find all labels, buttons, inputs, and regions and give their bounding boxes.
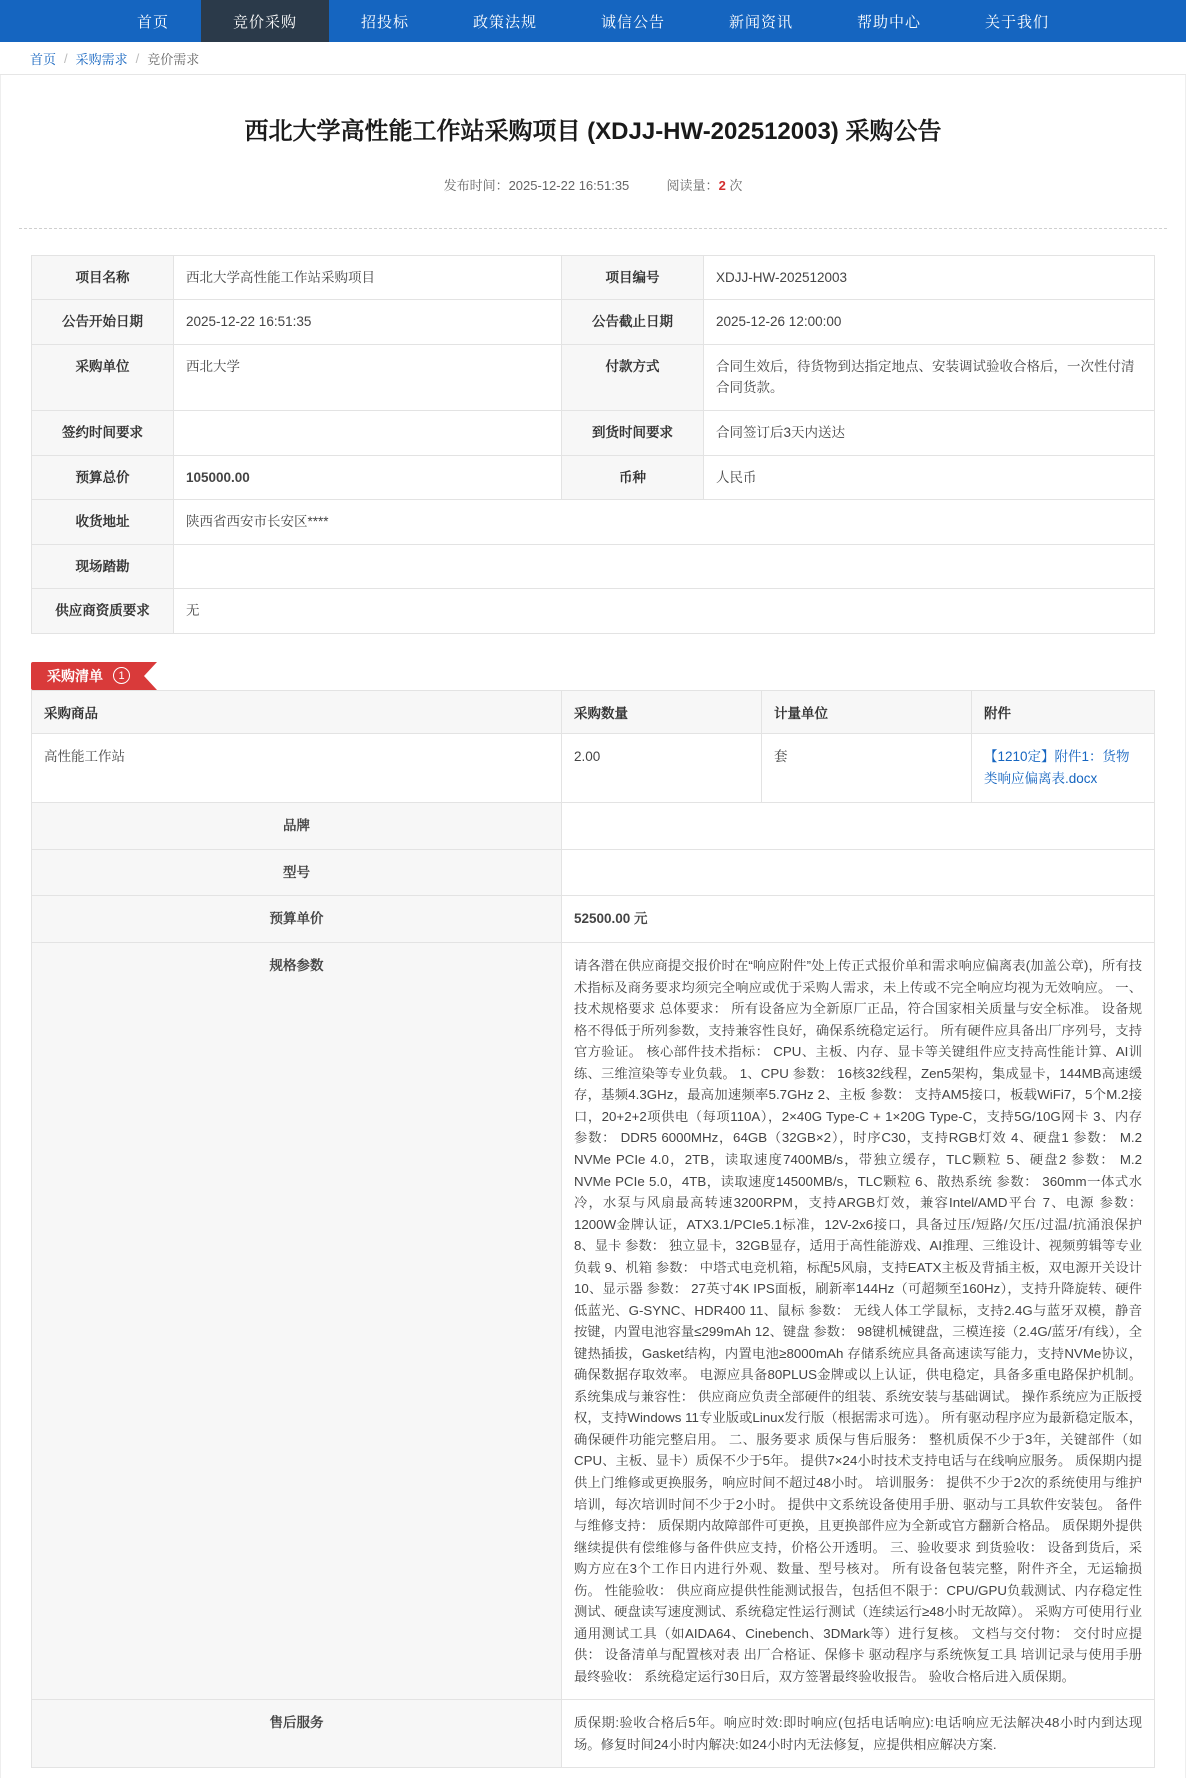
value-delivery-address: 陕西省西安市长安区****	[174, 500, 1155, 545]
label-sign-time: 签约时间要求	[32, 410, 174, 455]
section-tag-count: 1	[113, 667, 130, 684]
publish-time-value: 2025-12-22 16:51:35	[508, 177, 630, 193]
title-block	[1, 75, 1185, 212]
breadcrumb-home[interactable]: 首页	[30, 51, 57, 67]
breadcrumb-separator-1: /	[64, 50, 68, 66]
breadcrumb-level2[interactable]: 采购需求	[75, 51, 128, 67]
value-specifications: 请各潜在供应商提交报价时在“响应附件”处上传正式报价单和需求响应偏离表(加盖公章)，所有技术指标及商务要求均须完全响应或优于采购人需求，未上传或不完全响应均视为无效响应。 一、技术规格要求 总体要求： 所有设备应为全新原厂正品，符合国家相关质量与安全标准。 设备规格不得低于所列参数，支持兼容性良好，确保系统稳定运行。 所有硬件应具备出厂序列号，支持官方验证。 核心部件技术指标： CPU、主板、内存、显卡等关键组件应支持高性能计算、AI训练、三维渲染等专业负载。 1、CPU 参数： 16核32线程，Zen5架构，集成显卡，144MB高速缓存，基频4.3GHz，最高加速频率5.7GHz 2、主板 参数： 支持AM5接口，板载WiFi7，5个M.2接口，20+2+2项供电（每项110A），2×40G Type-C + 1×20G Type-C，支持5G/10G网卡 3、内存 参数： DDR5 6000MHz，64GB（32GB×2），时序C30，支持RGB灯效 4、硬盘1 参数： M.2 NVMe PCIe 4.0，2TB，读取速度7400MB/s，带独立缓存，TLC颗粒 5、硬盘2 参数： M.2 NVMe PCIe 5.0，4TB，读取速度14500MB/s，TLC颗粒 6、散热系统 参数： 360mm一体式水冷，水泵与风扇最高转速3200RPM，支持ARGB灯效，兼容Intel/AMD平台 7、电源 参数： 1200W金牌认证，ATX3.1/PCIe5.1标准，12V-2x6接口，具备过压/短路/欠压/过温/抗涌浪保护 8、显卡 参数： 独立显卡，32GB显存，适用于高性能游戏、AI推理、三维设计、视频剪辑等专业负载 9、机箱 参数： 中塔式电竞机箱，标配5风扇，支持EATX主板及背插主板，双电源开关设计 10、显示器 参数： 27英寸4K IPS面板，刷新率144Hz（可超频至160Hz），支持升降旋转、硬件低蓝光、G-SYNC、HDR400 11、鼠标 参数： 无线人体工学鼠标，支持2.4G与蓝牙双模，静音按键，内置电池容量≤299mAh 12、键盘 参数： 98键机械键盘，三模连接（2.4G/蓝牙/有线），全键热插拔，Gasket结构，内置电池≥8000mAh 存储系统应具备高速读写能力，支持NVMe协议，确保数据存取效率。 电源应具备80PLUS金牌或以上认证，供电稳定，具备多重电路保护机制。 系统集成与兼容性： 供应商应负责全部硬件的组装、系统安装与基础调试。 操作系统应为正版授权，支持Windows 11专业版或Linux发行版（根据需求可选）。 所有驱动程序应为最新稳定版本，确保硬件功能完整启用。 二、服务要求 质保与售后服务： 整机质保不少于3年，关键部件（如CPU、主板、显卡）质保不少于5年。 提供7×24小时技术支持电话与在线响应服务。 质保期内提供上门维修或更换服务，响应时间不超过48小时。 培训服务： 提供不少于2次的系统使用与维护培训，每次培训时间不少于2小时。 提供中文系统设备使用手册、驱动与工具软件安装包。 备件与维修支持： 质保期内故障部件可更换，且更换部件应为全新或官方翻新合格品。 质保期外提供继续提供有偿维修与备件供应支持，价格公开透明。 三、验收要求 到货验收： 设备到货后，采购方应在3个工作日内进行外观、数量、型号核对。 所有设备包装完整，附件齐全，无运输损伤。 性能验收： 供应商应提供性能测试报告，包括但不限于：CPU/GPU负载测试、内存稳定性测试、硬盘读写速度测试、系统稳定性运行测试（连续运行≥48小时无故障）。 采购方可使用行业通用测试工具（如AIDA64、Cinebench、3DMark等）进行复核。 文档与交付物： 交付时应提供： 设备清单与配置核对表 出厂合格证、保修卡 驱动程序与系统恢复工具 培训记录与使用手册 最终验收： 系统稳定运行30日后，双方签署最终验收报告。 验收合格后进入质保期。	[562, 943, 1155, 1700]
section-tag-label: 采购清单	[47, 667, 103, 684]
table-row	[32, 455, 1155, 500]
nav-item-help[interactable]: 帮助中心	[857, 13, 922, 31]
label-project-code: 项目编号	[562, 255, 704, 300]
nav-item-tender[interactable]: 招投标	[360, 13, 409, 31]
value-site-visit	[174, 544, 1155, 589]
table-row	[32, 544, 1155, 589]
nav-item-home[interactable]: 首页	[136, 13, 169, 31]
table-row	[32, 500, 1155, 545]
value-supplier-qualification: 无	[174, 589, 1155, 634]
purchase-list-wrap	[1, 690, 1185, 1768]
value-payment-method: 合同生效后，待货物到达指定地点、安装调试验收合格后，一次性付清合同货款。	[704, 344, 1155, 410]
col-header-goods: 采购商品	[32, 690, 562, 733]
table-row	[32, 344, 1155, 410]
table-row	[32, 1700, 1155, 1768]
table-row	[32, 896, 1155, 943]
value-delivery-time: 合同签订后3天内送达	[704, 410, 1155, 455]
purchase-list-section-header	[1, 634, 1185, 690]
info-table-wrap	[1, 229, 1185, 634]
breadcrumb-current: 竞价需求	[147, 51, 200, 67]
value-model	[562, 849, 1155, 896]
label-end-date: 公告截止日期	[562, 300, 704, 345]
nav-item-about[interactable]: 关于我们	[985, 13, 1050, 31]
cell-attachment	[972, 733, 1155, 802]
label-delivery-time: 到货时间要求	[562, 410, 704, 455]
views-count: 2	[718, 177, 726, 193]
table-row	[32, 849, 1155, 896]
label-total-budget: 预算总价	[32, 455, 174, 500]
label-unit-price: 预算单价	[32, 896, 562, 943]
main-content	[0, 75, 1186, 1778]
table-row	[32, 802, 1155, 849]
table-row	[32, 943, 1155, 1700]
value-after-sales: 质保期:验收合格后5年。响应时效:即时响应(包括电话响应):电话响应无法解决48小时内到达现场。修复时间24小时内解决:如24小时内无法修复，应提供相应解决方案.	[562, 1700, 1155, 1768]
label-currency: 币种	[562, 455, 704, 500]
label-payment-method: 付款方式	[562, 344, 704, 410]
table-row	[32, 255, 1155, 300]
attachment-link[interactable]: 【1210定】附件1：货物类响应偏离表.docx	[984, 748, 1130, 786]
label-start-date: 公告开始日期	[32, 300, 174, 345]
label-after-sales: 售后服务	[32, 1700, 562, 1768]
views-label: 阅读量：	[666, 177, 719, 193]
label-model: 型号	[32, 849, 562, 896]
label-purchaser: 采购单位	[32, 344, 174, 410]
table-row	[32, 300, 1155, 345]
project-info-table	[31, 255, 1155, 634]
label-project-name: 项目名称	[32, 255, 174, 300]
value-currency: 人民币	[704, 455, 1155, 500]
nav-item-news[interactable]: 新闻资讯	[729, 13, 794, 31]
value-brand	[562, 802, 1155, 849]
value-end-date: 2025-12-26 12:00:00	[704, 300, 1155, 345]
table-row	[32, 410, 1155, 455]
label-delivery-address: 收货地址	[32, 500, 174, 545]
value-unit-price: 52500.00 元	[562, 896, 1155, 943]
breadcrumb-separator-2: /	[135, 50, 140, 66]
top-navigation	[0, 0, 1186, 42]
nav-item-bidding-purchase[interactable]: 竞价采购	[201, 0, 329, 42]
section-tag	[31, 662, 144, 690]
nav-item-integrity-notice[interactable]: 诚信公告	[601, 13, 666, 31]
table-row	[32, 589, 1155, 634]
value-purchaser: 西北大学	[174, 344, 562, 410]
nav-item-policy[interactable]: 政策法规	[472, 13, 537, 31]
cell-quantity: 2.00	[562, 733, 762, 802]
label-brand: 品牌	[32, 802, 562, 849]
label-supplier-qualification: 供应商资质要求	[32, 589, 174, 634]
breadcrumb	[0, 42, 1186, 75]
col-header-unit: 计量单位	[762, 690, 972, 733]
table-header-row	[32, 690, 1155, 733]
col-header-quantity: 采购数量	[562, 690, 762, 733]
value-project-name: 西北大学高性能工作站采购项目	[174, 255, 562, 300]
value-sign-time	[174, 410, 562, 455]
label-site-visit: 现场踏勘	[32, 544, 174, 589]
purchase-list-table	[31, 690, 1155, 1768]
document-meta	[61, 175, 1125, 194]
value-start-date: 2025-12-22 16:51:35	[174, 300, 562, 345]
value-total-budget: 105000.00	[174, 455, 562, 500]
cell-goods-name: 高性能工作站	[32, 733, 562, 802]
views-unit: 次	[729, 177, 743, 193]
col-header-attachment: 附件	[972, 690, 1155, 733]
table-row	[32, 733, 1155, 802]
label-specifications: 规格参数	[32, 943, 562, 1700]
publish-time-label: 发布时间：	[443, 177, 509, 193]
cell-unit: 套	[762, 733, 972, 802]
page-title: 西北大学高性能工作站采购项目 (XDJJ-HW-202512003) 采购公告	[244, 118, 942, 145]
value-project-code: XDJJ-HW-202512003	[704, 255, 1155, 300]
